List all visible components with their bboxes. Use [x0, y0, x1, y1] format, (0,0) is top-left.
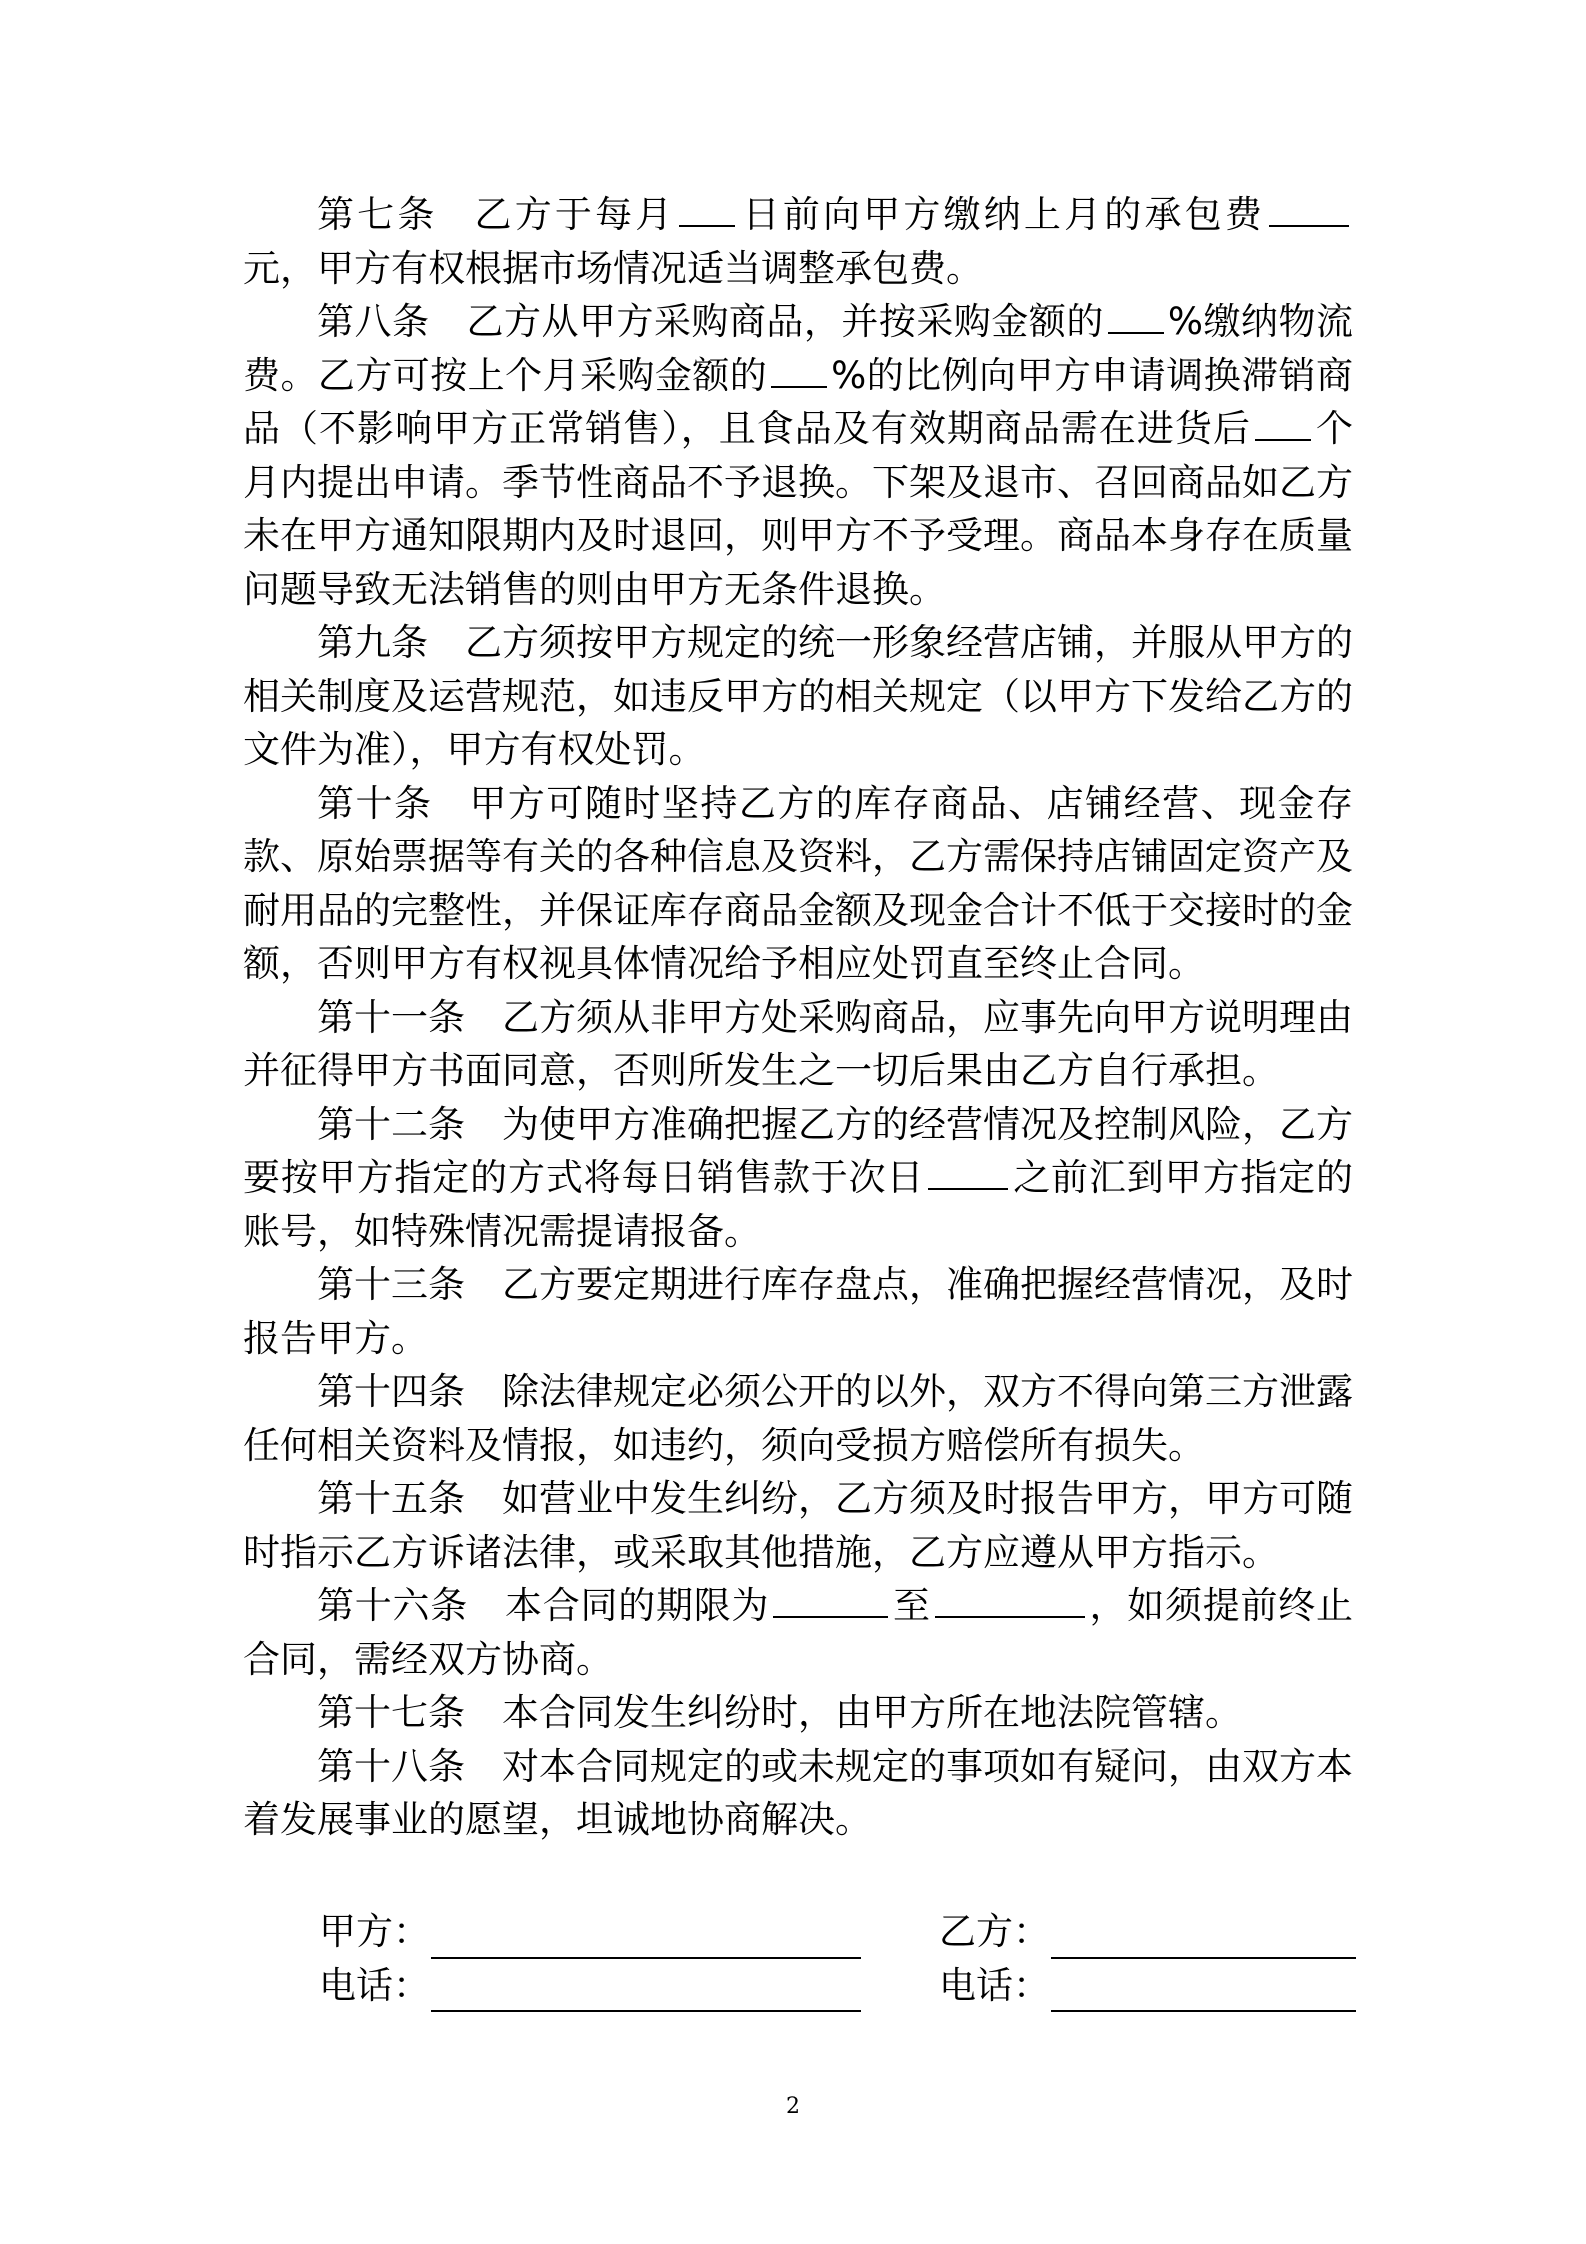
article-text: 本合同的期限为 — [505, 1584, 770, 1627]
party-a-signature-line[interactable] — [431, 1913, 861, 1959]
article-16 — [243, 1579, 1353, 1686]
article-13 — [243, 1258, 1353, 1365]
article-text: 至 — [892, 1584, 931, 1627]
article-text: 日前向甲方缴纳上月的承包费 — [739, 193, 1266, 236]
article-12 — [243, 1098, 1353, 1259]
phone-b-group — [939, 1959, 1356, 2013]
fill-in-blank[interactable] — [773, 1581, 888, 1618]
article-18 — [243, 1740, 1353, 1847]
page-number: 2 — [786, 2094, 800, 2119]
phone-a-group — [319, 1959, 939, 2013]
fill-in-blank[interactable] — [1108, 297, 1164, 334]
phone-a-label: 电话： — [319, 1963, 430, 2007]
article-17 — [243, 1686, 1353, 1740]
fill-in-blank[interactable] — [935, 1581, 1085, 1618]
article-10 — [243, 777, 1353, 991]
fill-in-blank[interactable] — [1269, 190, 1349, 227]
article-number: 第十二条 — [317, 1102, 465, 1146]
article-9 — [243, 616, 1353, 777]
article-number: 第十七条 — [317, 1691, 465, 1734]
article-number: 第十六条 — [317, 1584, 468, 1627]
article-text: 之前汇到甲方指定的账号，如特殊情况需提请报备。 — [243, 1156, 1354, 1253]
article-text: 为使甲方准确把握乙方的经营情况及控制风险，乙方要按甲方指定的方式将每日销售款于次日 — [243, 1102, 1353, 1199]
article-text: %缴纳物流费。乙方可按上个月采购金额的 — [243, 300, 1354, 397]
article-text: 乙方从甲方采购商品，并按采购金额的 — [466, 300, 1104, 343]
party-b-label: 乙方： — [939, 1910, 1050, 1953]
article-7 — [243, 188, 1353, 295]
article-text: 如营业中发生纠纷，乙方须及时报告甲方，甲方可随时指示乙方诉诸法律，或采取其他措施，乙方应遵从甲方指示。 — [243, 1477, 1353, 1574]
article-number: 第九条 — [317, 621, 428, 664]
article-text: 本合同发生纠纷时，由甲方所在地法院管辖。 — [502, 1691, 1242, 1734]
article-text: 个月内提出申请。季节性商品不予退换。下架及退市、召回商品如乙方未在甲方通知限期内及时退回，则甲方不予受理。商品本身存在质量问题导致无法销售的则由甲方无条件退换。 — [243, 407, 1354, 611]
phone-b-line[interactable] — [1051, 1966, 1356, 2012]
article-15 — [243, 1472, 1353, 1579]
party-a-group — [319, 1905, 939, 1959]
signature-row-party — [319, 1905, 1359, 1959]
article-8 — [243, 295, 1353, 616]
article-text: 除法律规定必须公开的以外，双方不得向第三方泄露任何相关资料及情报，如违约，须向受损方赔偿所有损失。 — [243, 1370, 1353, 1467]
article-number: 第十一条 — [317, 995, 465, 1039]
article-number: 第十八条 — [317, 1744, 465, 1788]
phone-a-line[interactable] — [431, 1966, 861, 2012]
fill-in-blank[interactable] — [771, 350, 827, 387]
signature-row-phone — [319, 1959, 1359, 2013]
article-number: 第十条 — [317, 781, 433, 825]
article-text: %的比例向甲方申请调换滞销商品（不影响甲方正常销售），且食品及有效期商品需在进货后 — [243, 353, 1353, 450]
signature-block — [319, 1905, 1359, 2012]
article-text: 甲方可随时坚持乙方的库存商品、店铺经营、现金存款、原始票据等有关的各种信息及资料，乙方需保持店铺固定资产及耐用品的完整性，并保证库存商品金额及现金合计不低于交接时的金额，否则甲方有权视具体情况给予相应处罚直至终止合同。 — [243, 781, 1354, 985]
party-a-label: 甲方： — [319, 1910, 430, 1953]
phone-b-label: 电话： — [939, 1963, 1050, 2007]
article-number: 第十四条 — [317, 1370, 465, 1413]
contract-body — [243, 188, 1353, 1847]
article-text: 乙方于每月 — [474, 193, 676, 236]
article-text: 乙方须从非甲方处采购商品，应事先向甲方说明理由并征得甲方书面同意，否则所发生之一切后果由乙方自行承担。 — [243, 995, 1353, 1092]
fill-in-blank[interactable] — [1255, 404, 1311, 441]
fill-in-blank[interactable] — [928, 1153, 1008, 1190]
article-14 — [243, 1365, 1353, 1472]
article-text: 对本合同规定的或未规定的事项如有疑问，由双方本着发展事业的愿望，坦诚地协商解决。 — [243, 1744, 1353, 1841]
article-text: 乙方须按甲方规定的统一形象经营店铺，并服从甲方的相关制度及运营规范，如违反甲方的相关规定（以甲方下发给乙方的文件为准），甲方有权处罚。 — [243, 621, 1353, 771]
article-11 — [243, 991, 1353, 1098]
fill-in-blank[interactable] — [679, 190, 735, 227]
article-text: 元，甲方有权根据市场情况适当调整承包费。 — [243, 246, 983, 290]
article-number: 第八条 — [317, 300, 430, 343]
party-b-group — [939, 1905, 1356, 1959]
article-text: ，如须提前终止合同，需经双方协商。 — [243, 1584, 1353, 1681]
party-b-signature-line[interactable] — [1051, 1913, 1356, 1959]
article-number: 第十五条 — [317, 1477, 465, 1520]
article-text: 乙方要定期进行库存盘点，准确把握经营情况，及时报告甲方。 — [243, 1263, 1353, 1360]
article-number: 第七条 — [317, 193, 438, 236]
article-number: 第十三条 — [317, 1263, 465, 1306]
